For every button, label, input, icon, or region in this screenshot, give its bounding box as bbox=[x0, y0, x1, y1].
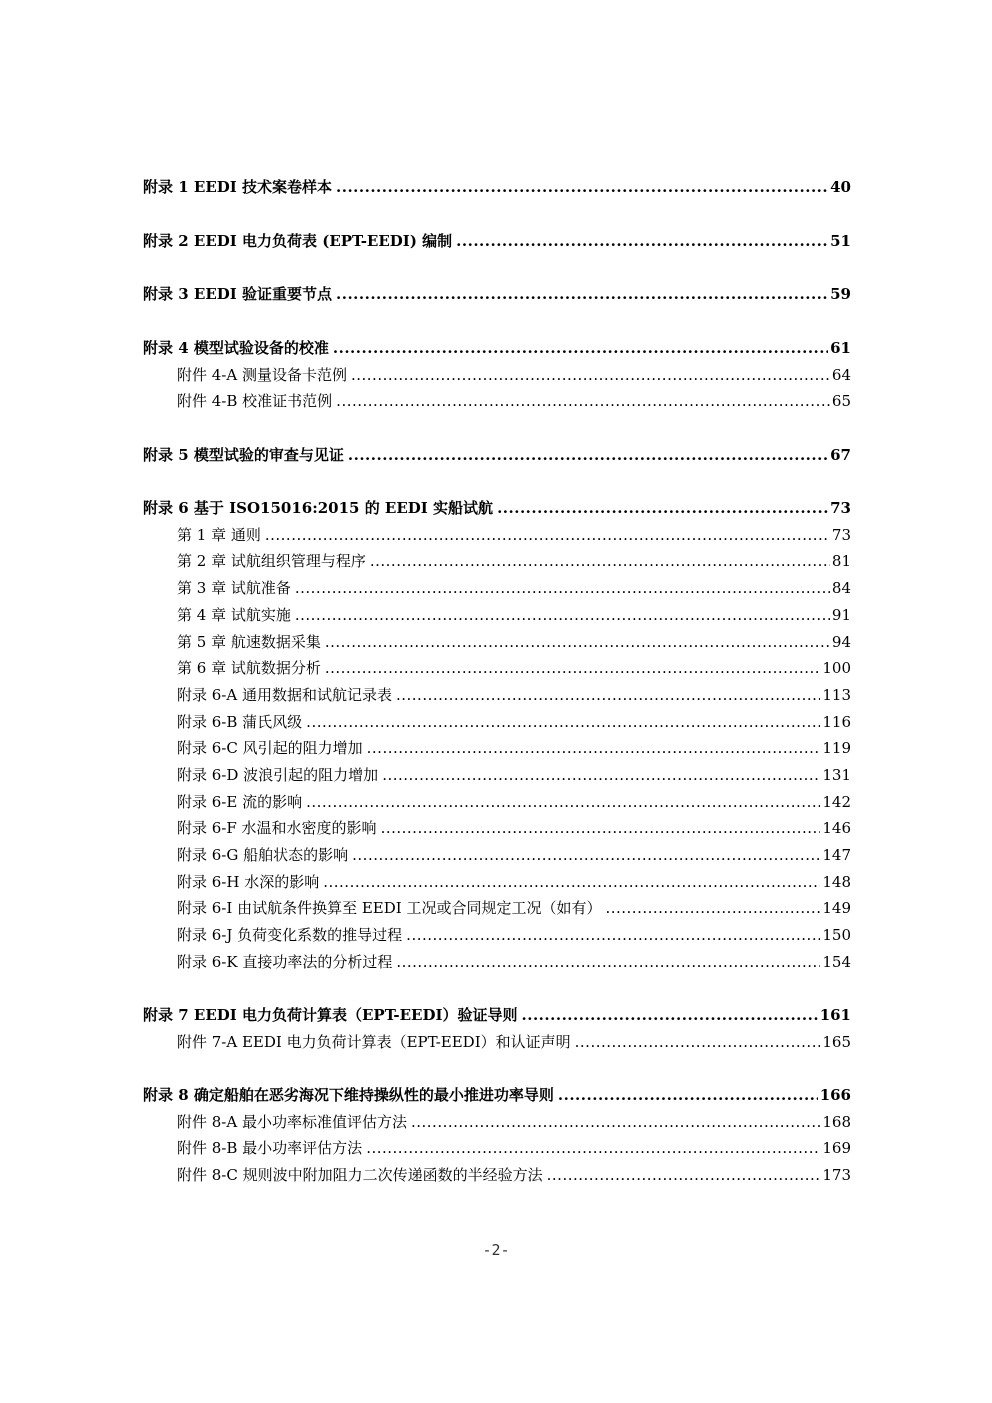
toc-entry-page: 40 bbox=[830, 178, 851, 196]
dot-leader bbox=[333, 337, 828, 359]
toc-entry[interactable] bbox=[177, 577, 851, 599]
toc-entry-label: 附件 4-A 测量设备卡范例 bbox=[177, 366, 347, 384]
toc-entry-label: 附录 6-I 由试航条件换算至 EEDI 工况或合同规定工况（如有） bbox=[177, 899, 602, 917]
toc-entry[interactable] bbox=[177, 1031, 851, 1053]
dot-leader bbox=[295, 577, 830, 599]
toc-entry[interactable] bbox=[143, 283, 851, 305]
toc-entry-page: 113 bbox=[822, 686, 851, 704]
toc-entry-label: 附录 6-B 蒲氏风级 bbox=[177, 713, 303, 731]
toc-entry-page: 166 bbox=[819, 1086, 851, 1104]
toc-entry[interactable] bbox=[177, 924, 851, 946]
dot-leader bbox=[575, 1031, 821, 1053]
toc-entry-label: 附录 6-J 负荷变化系数的推导过程 bbox=[177, 926, 403, 944]
dot-leader bbox=[366, 1137, 820, 1159]
dot-leader bbox=[411, 1111, 820, 1133]
toc-entry-label: 附录 6-F 水温和水密度的影响 bbox=[177, 819, 377, 837]
page-number: -2- bbox=[482, 1241, 510, 1259]
dot-leader bbox=[351, 364, 830, 386]
toc-entry[interactable] bbox=[177, 871, 851, 893]
toc-entry[interactable] bbox=[143, 444, 851, 466]
toc-entry-page: 91 bbox=[831, 606, 851, 624]
dot-leader bbox=[367, 737, 821, 759]
toc-entry-label: 附录 6 基于 ISO15016:2015 的 EEDI 实船试航 bbox=[143, 499, 494, 517]
toc-entry-label: 附录 3 EEDI 验证重要节点 bbox=[143, 285, 332, 303]
toc-entry[interactable] bbox=[177, 604, 851, 626]
toc-entry-label: 附录 6-E 流的影响 bbox=[177, 793, 303, 811]
dot-leader bbox=[336, 390, 830, 412]
toc-entry[interactable] bbox=[177, 550, 851, 572]
toc-entry-page: 148 bbox=[822, 873, 851, 891]
toc-entry[interactable] bbox=[177, 684, 851, 706]
toc-entry-page: 94 bbox=[831, 633, 851, 651]
toc-entry-label: 附录 7 EEDI 电力负荷计算表（EPT-EEDI）验证导则 bbox=[143, 1006, 518, 1024]
dot-leader bbox=[323, 871, 820, 893]
toc-entry-label: 附录 2 EEDI 电力负荷表 (EPT-EEDI) 编制 bbox=[143, 232, 453, 250]
toc-entry-label: 附录 6-G 船舶状态的影响 bbox=[177, 846, 349, 864]
toc-entry-label: 第 3 章 试航准备 bbox=[177, 579, 291, 597]
toc-entry[interactable] bbox=[143, 1004, 851, 1026]
toc-entry-page: 64 bbox=[831, 366, 851, 384]
toc-entry-page: 67 bbox=[830, 446, 851, 464]
toc-entry[interactable] bbox=[177, 524, 851, 546]
toc-entry[interactable] bbox=[177, 1137, 851, 1159]
dot-leader bbox=[295, 604, 830, 626]
toc-entry-label: 附件 8-C 规则波中附加阻力二次传递函数的半经验方法 bbox=[177, 1166, 543, 1184]
dot-leader bbox=[352, 844, 820, 866]
toc-entry-page: 146 bbox=[822, 819, 851, 837]
dot-leader bbox=[265, 524, 830, 546]
toc-entry[interactable] bbox=[177, 764, 851, 786]
dot-leader bbox=[370, 550, 830, 572]
toc-entry-page: 131 bbox=[822, 766, 851, 784]
toc-entry-page: 169 bbox=[822, 1139, 851, 1157]
dot-leader bbox=[325, 657, 821, 679]
dot-leader bbox=[325, 631, 830, 653]
toc-entry-page: 100 bbox=[822, 659, 851, 677]
toc-entry[interactable] bbox=[143, 1084, 851, 1106]
toc-entry[interactable] bbox=[177, 1164, 851, 1186]
toc-entry-label: 第 2 章 试航组织管理与程序 bbox=[177, 552, 366, 570]
toc-entry-label: 附件 8-A 最小功率标准值评估方法 bbox=[177, 1113, 407, 1131]
toc-entry[interactable] bbox=[143, 230, 851, 252]
toc-entry[interactable] bbox=[177, 951, 851, 973]
toc-entry[interactable] bbox=[177, 1111, 851, 1133]
toc-entry-label: 附件 8-B 最小功率评估方法 bbox=[177, 1139, 363, 1157]
dot-leader bbox=[382, 764, 820, 786]
toc-entry-page: 150 bbox=[822, 926, 851, 944]
toc-entry-page: 65 bbox=[831, 392, 851, 410]
toc-entry[interactable] bbox=[177, 791, 851, 813]
toc-entry[interactable] bbox=[143, 337, 851, 359]
toc-entry-page: 84 bbox=[831, 579, 851, 597]
toc-entry-label: 附录 6-D 波浪引起的阻力增加 bbox=[177, 766, 379, 784]
toc-entry-page: 161 bbox=[819, 1006, 851, 1024]
toc-entry-label: 附录 6-A 通用数据和试航记录表 bbox=[177, 686, 392, 704]
toc-entry-page: 59 bbox=[830, 285, 851, 303]
toc-entry-label: 第 6 章 试航数据分析 bbox=[177, 659, 321, 677]
toc-entry-label: 附录 6-C 风引起的阻力增加 bbox=[177, 739, 363, 757]
dot-leader bbox=[381, 817, 821, 839]
toc-entry-page: 116 bbox=[822, 713, 851, 731]
toc-entry-page: 173 bbox=[822, 1166, 851, 1184]
dot-leader bbox=[396, 684, 820, 706]
dot-leader bbox=[605, 897, 820, 919]
toc-entry[interactable] bbox=[177, 390, 851, 412]
toc-entry-label: 第 5 章 航速数据采集 bbox=[177, 633, 321, 651]
toc-entry[interactable] bbox=[177, 737, 851, 759]
toc-entry[interactable] bbox=[177, 817, 851, 839]
dot-leader bbox=[456, 230, 828, 252]
toc-entry-label: 附件 7-A EEDI 电力负荷计算表（EPT-EEDI）和认证声明 bbox=[177, 1033, 571, 1051]
dot-leader bbox=[336, 283, 828, 305]
dot-leader bbox=[336, 176, 828, 198]
dot-leader bbox=[406, 924, 820, 946]
toc-entry-page: 149 bbox=[822, 899, 851, 917]
toc-entry-label: 附录 5 模型试验的审查与见证 bbox=[143, 446, 344, 464]
toc-entry-page: 81 bbox=[831, 552, 851, 570]
dot-leader bbox=[348, 444, 828, 466]
toc-entry[interactable] bbox=[177, 657, 851, 679]
toc-entry-page: 61 bbox=[830, 339, 851, 357]
dot-leader bbox=[558, 1084, 818, 1106]
toc-entry-label: 附录 6-K 直接功率法的分析过程 bbox=[177, 953, 393, 971]
toc-entry[interactable] bbox=[177, 844, 851, 866]
toc-entry-label: 第 4 章 试航实施 bbox=[177, 606, 291, 624]
toc-entry[interactable] bbox=[143, 176, 851, 198]
toc-entry-page: 165 bbox=[822, 1033, 851, 1051]
toc-entry[interactable] bbox=[177, 711, 851, 733]
dot-leader bbox=[497, 497, 828, 519]
toc-entry-label: 附录 4 模型试验设备的校准 bbox=[143, 339, 329, 357]
toc-entry[interactable] bbox=[143, 497, 851, 519]
dot-leader bbox=[522, 1004, 818, 1026]
toc-entry-label: 附件 4-B 校准证书范例 bbox=[177, 392, 333, 410]
toc-entry-page: 154 bbox=[822, 953, 851, 971]
dot-leader bbox=[306, 791, 820, 813]
toc-entry-page: 147 bbox=[822, 846, 851, 864]
toc-entry-page: 168 bbox=[822, 1113, 851, 1131]
toc-entry[interactable] bbox=[177, 631, 851, 653]
dot-leader bbox=[547, 1164, 821, 1186]
toc-entry-page: 73 bbox=[830, 499, 851, 517]
toc-entry[interactable] bbox=[177, 897, 851, 919]
toc-entry-label: 附录 8 确定船舶在恶劣海况下维持操纵性的最小推进功率导则 bbox=[143, 1086, 554, 1104]
toc-entry-page: 51 bbox=[830, 232, 851, 250]
toc-entry-label: 附录 6-H 水深的影响 bbox=[177, 873, 320, 891]
dot-leader bbox=[396, 951, 820, 973]
toc-entry-page: 119 bbox=[822, 739, 851, 757]
toc-entry[interactable] bbox=[177, 364, 851, 386]
toc-entry-label: 第 1 章 通则 bbox=[177, 526, 261, 544]
dot-leader bbox=[306, 711, 820, 733]
toc-entry-page: 73 bbox=[831, 526, 851, 544]
toc-entry-label: 附录 1 EEDI 技术案卷样本 bbox=[143, 178, 332, 196]
toc-entry-page: 142 bbox=[822, 793, 851, 811]
